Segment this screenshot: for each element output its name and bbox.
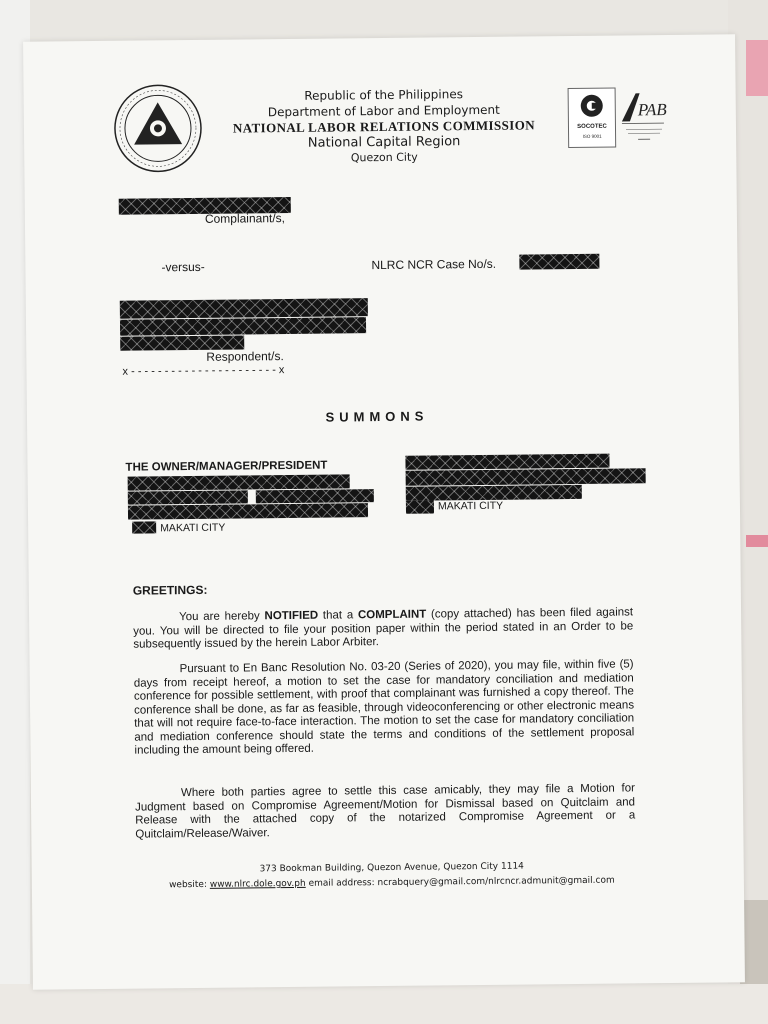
paragraph-settlement: Where both parties agree to settle this case amicably, they may file a Motion for Judgment based on Compromise Agreement/Motion for Dismissal based on Quitclaim and Release with the attached copy of the notarized Compromise Agreement or a Quitclaim/Release/Waiver. bbox=[135, 782, 636, 841]
background-bottom bbox=[0, 984, 768, 1024]
svg-text:PAB: PAB bbox=[637, 100, 667, 120]
paragraph-conciliation: Pursuant to En Banc Resolution No. 03-20 (Series of 2020), you may file, within five (5) days from receipt hereof, a motion to set the case for mandatory conciliation and mediation conference for possible settlement, with proof that complainant was furnished a copy thereof. The conference shall be done, as far as feasible, through videoconferencing or other electronic means that will not require face-to-face interaction. The motion to set the case for mandatory conciliation and mediation conference should state the terms and conditions of the settlement proposal including the amount being offered. bbox=[133, 658, 635, 757]
redacted-address-line-2 bbox=[128, 490, 248, 504]
redacted-address-line-4 bbox=[128, 503, 368, 520]
email-address: ncrabquery@gmail.com/nlrcncr.admunit@gmail.com bbox=[377, 875, 615, 889]
socotec-cert-logo: SOCOTEC ISO 9001 bbox=[568, 88, 617, 148]
case-number-label: NLRC NCR Case No/s. bbox=[371, 256, 497, 273]
header-region: National Capital Region bbox=[307, 134, 461, 151]
redacted-address-line-3 bbox=[256, 489, 374, 503]
redacted-respondent-line-1 bbox=[120, 298, 368, 319]
pab-accreditation-logo bbox=[618, 87, 669, 148]
complainant-label: Complainant/s, bbox=[204, 211, 286, 226]
header-city: Quezon City bbox=[350, 150, 418, 165]
addressee-city-left: MAKATI CITY bbox=[160, 521, 226, 535]
redacted-second-addressee-line-2 bbox=[406, 468, 646, 486]
redacted-address-line-1 bbox=[128, 474, 350, 490]
paragraph-notice: You are hereby NOTIFIED that a COMPLAINT (copy attached) has been filed against you. You will be directed to file your position paper within the period stated in an Order to be subsequently issued by the herein Labor Arbiter. bbox=[133, 606, 634, 651]
background-pink-tab-2 bbox=[746, 535, 768, 547]
header-republic: Republic of the Philippines bbox=[304, 87, 464, 103]
redacted-respondent-line-3 bbox=[120, 335, 244, 350]
addressee-city-right: MAKATI CITY bbox=[437, 499, 504, 513]
website-link[interactable]: www.nlrc.dole.gov.ph bbox=[209, 878, 306, 890]
footer-contact: website: www.nlrc.dole.gov.ph email address: ncrabquery@gmail.com/nlrcncr.admunit@gmail.com bbox=[169, 875, 615, 891]
redacted-second-addressee-line-3 bbox=[406, 485, 582, 501]
document-title: SUMMONS bbox=[325, 408, 429, 425]
redacted-second-addressee-line-4 bbox=[406, 500, 434, 513]
header-commission: NATIONAL LABOR RELATIONS COMMISSION bbox=[232, 117, 536, 136]
greeting-heading: GREETINGS: bbox=[132, 582, 208, 598]
redacted-second-addressee-line-1 bbox=[405, 454, 609, 470]
footer-address: 373 Bookman Building, Quezon Avenue, Quezon City 1114 bbox=[259, 861, 524, 875]
addressee-heading: THE OWNER/MANAGER/PRESIDENT bbox=[125, 459, 328, 474]
versus-label: -versus- bbox=[161, 259, 205, 275]
redacted-respondent-line-2 bbox=[120, 317, 366, 336]
summons-document bbox=[23, 34, 745, 989]
redacted-case-number bbox=[519, 254, 599, 270]
redacted-address-line-5 bbox=[132, 521, 156, 533]
caption-divider: x - - - - - - - - - - - - - - - - - - - - - - x bbox=[122, 364, 285, 378]
header-department: Department of Labor and Employment bbox=[267, 102, 500, 120]
respondent-label: Respondent/s. bbox=[206, 349, 284, 364]
background-pink-tab bbox=[746, 40, 768, 96]
